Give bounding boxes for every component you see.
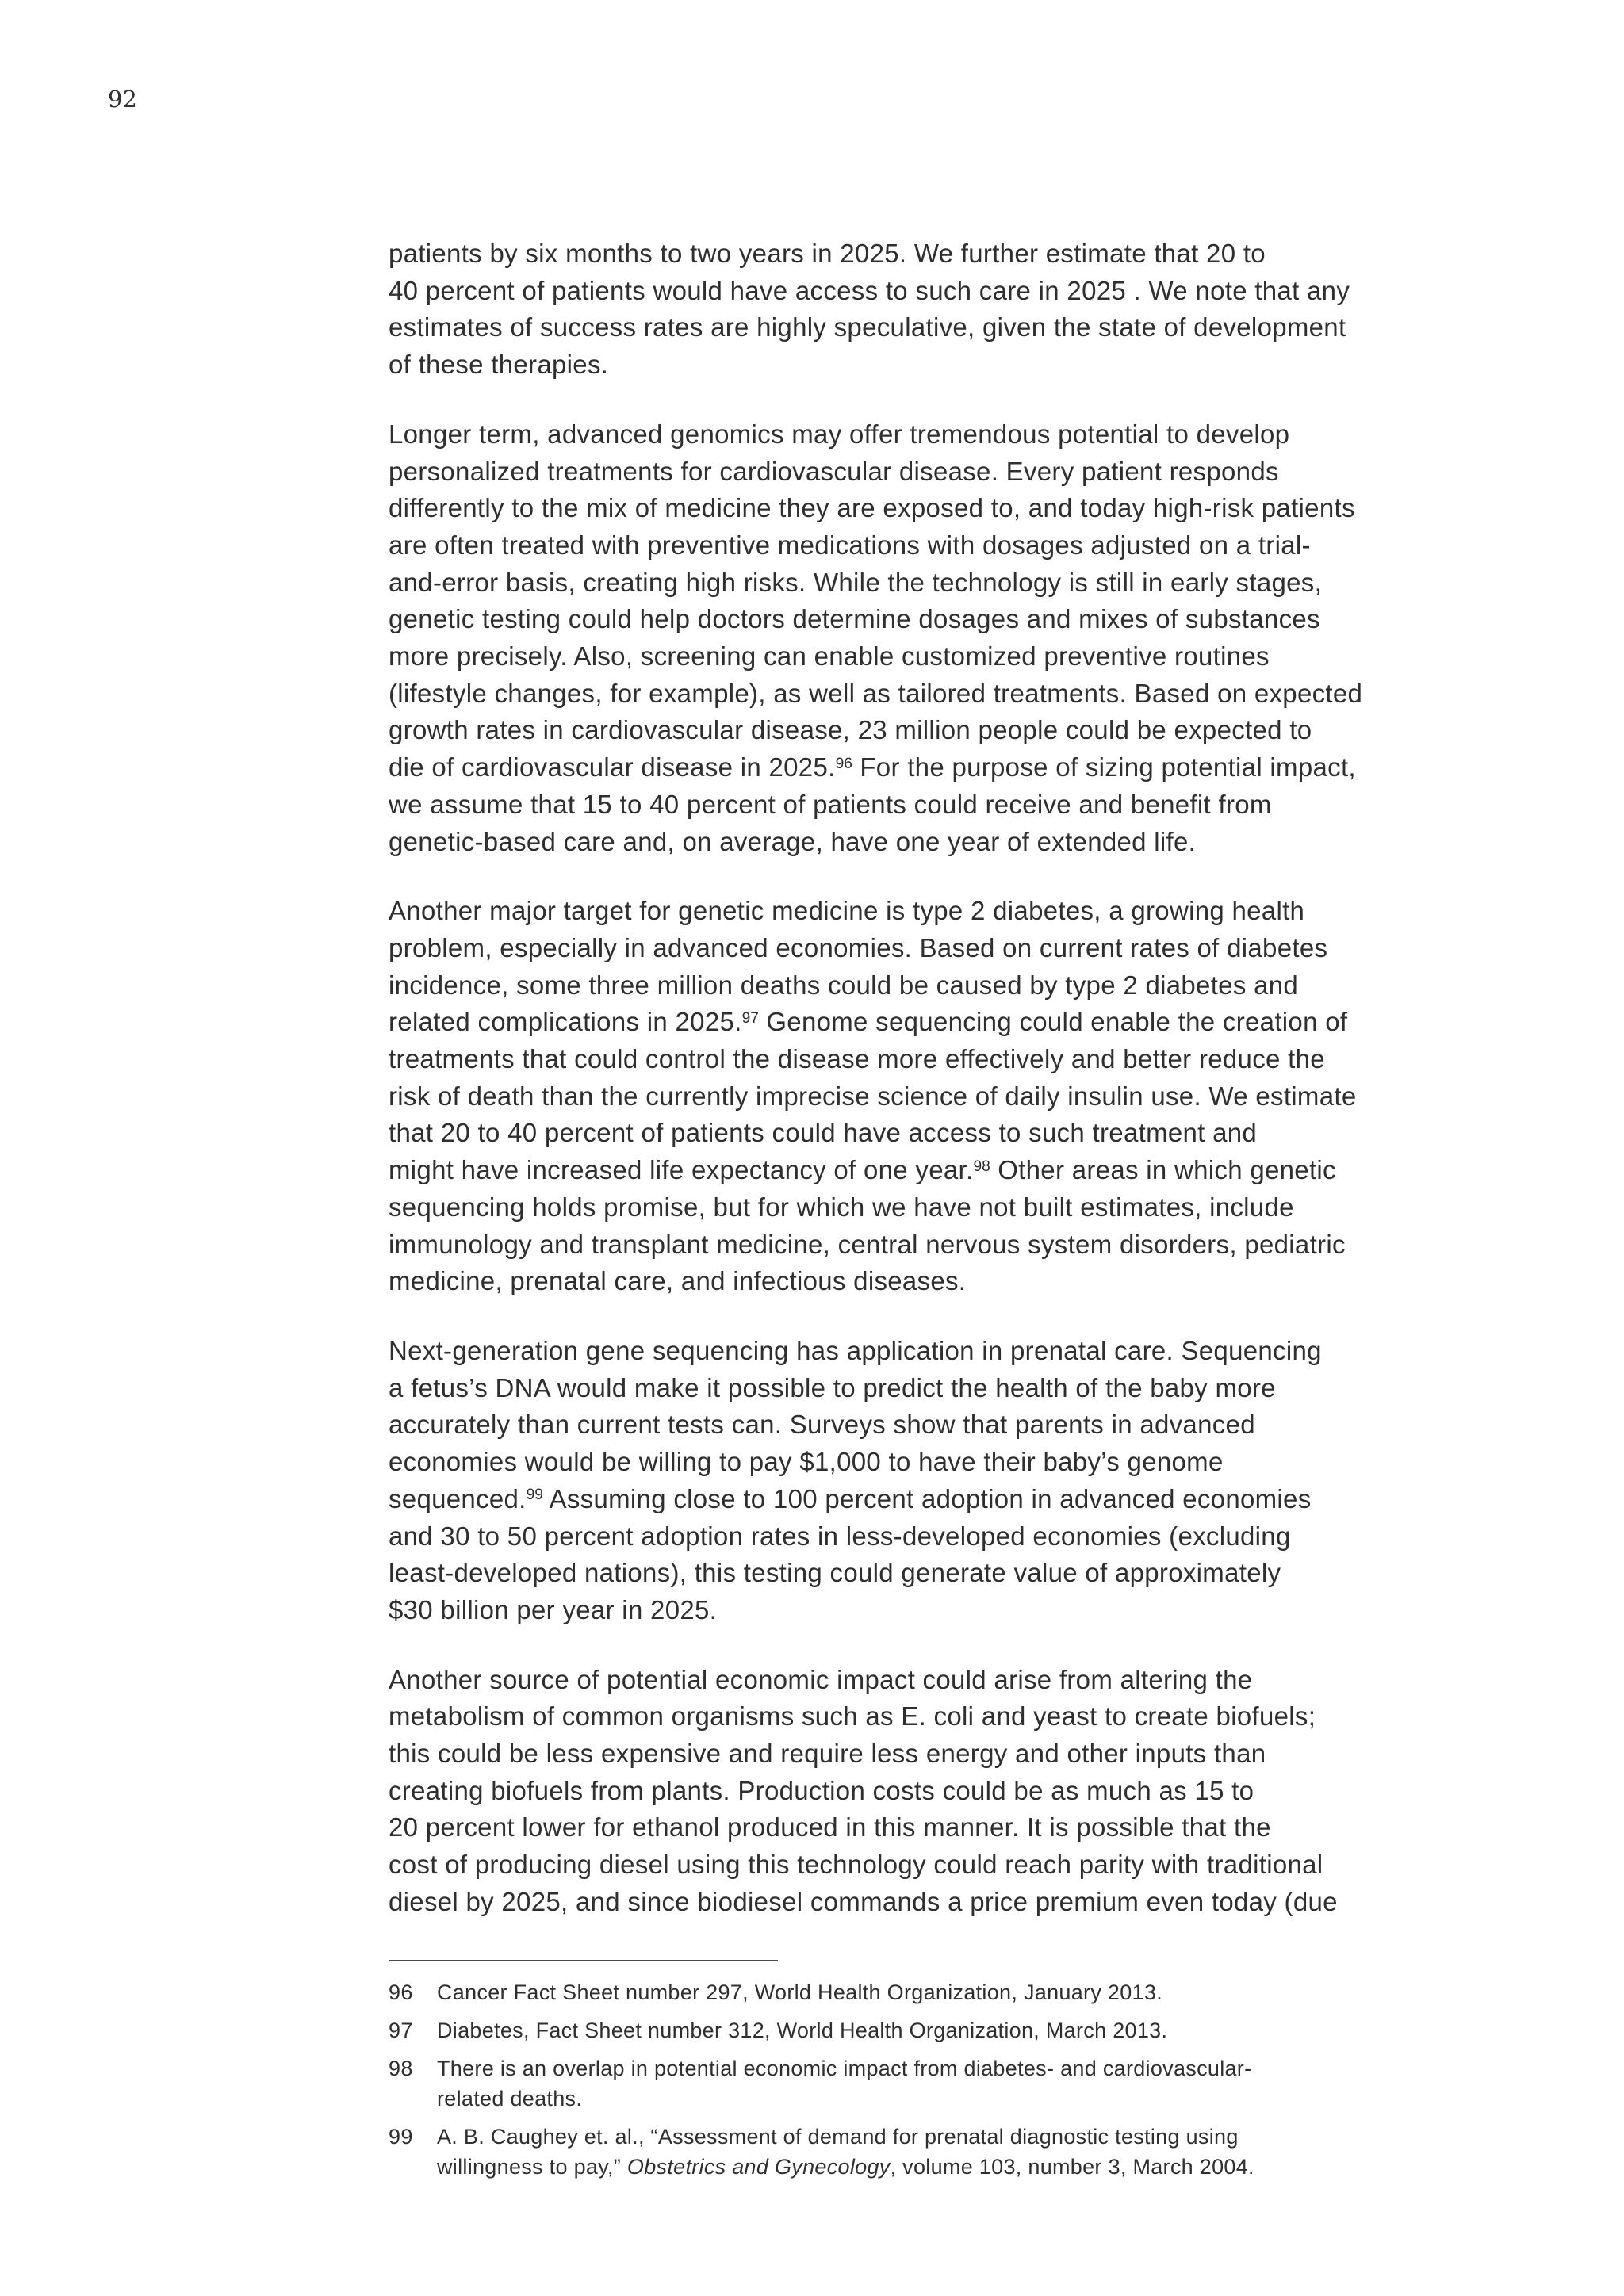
body-line — [389, 527, 1419, 564]
body-line — [389, 930, 1419, 967]
footnote — [389, 2053, 1419, 2114]
text-run: related deaths. — [437, 2087, 583, 2110]
body-line — [389, 824, 1419, 861]
page-number: 92 — [108, 86, 137, 113]
text-run: estimates of success rates are highly speculative, given the state of development — [389, 312, 1346, 342]
body-text — [389, 235, 1419, 1954]
text-run: There is an overlap in potential economic impact from diabetes- and cardiovascular- — [437, 2057, 1252, 2080]
body-line — [389, 490, 1419, 527]
text-run: 40 percent of patients would have access to such care in 2025 . We note that any — [389, 275, 1350, 305]
text-run: immunology and transplant medicine, central nervous system disorders, pediatric — [389, 1229, 1346, 1259]
body-paragraph — [389, 416, 1419, 860]
body-line — [389, 1555, 1419, 1592]
body-line — [389, 1518, 1419, 1556]
text-run: Genome sequencing could enable the creation of — [758, 1007, 1348, 1037]
body-line — [389, 638, 1419, 675]
text-run: sequencing holds promise, but for which we have not built estimates, include — [389, 1192, 1294, 1222]
footnote-text — [437, 2053, 1419, 2114]
text-run: treatments that could control the disease more effectively and better reduce the — [389, 1044, 1325, 1074]
body-line — [389, 453, 1419, 491]
body-line — [389, 1406, 1419, 1444]
footnote-line — [437, 2015, 1419, 2045]
body-line — [389, 749, 1419, 786]
footnote-number: 99 — [389, 2125, 413, 2149]
body-line — [389, 893, 1419, 930]
text-run: Another source of potential economic impact could arise from altering the — [389, 1664, 1253, 1694]
text-run: , volume 103, number 3, March 2004. — [890, 2155, 1254, 2179]
footnote-line — [437, 2053, 1419, 2084]
text-run: A. B. Caughey et. al., “Assessment of demand for prenatal diagnostic testing using — [437, 2125, 1239, 2149]
text-run: diesel by 2025, and since biodiesel commands a price premium even today (due — [389, 1886, 1338, 1916]
text-run: problem, especially in advanced economies. Based on current rates of diabetes — [389, 932, 1328, 962]
text-run: of these therapies. — [389, 350, 609, 380]
body-line — [389, 1370, 1419, 1407]
footnote-text — [437, 2015, 1419, 2045]
body-paragraph — [389, 1333, 1419, 1629]
text-run: genetic testing could help doctors determine dosages and mixes of substances — [389, 604, 1320, 634]
body-line — [389, 601, 1419, 638]
body-line — [389, 1809, 1419, 1846]
footnote — [389, 2122, 1419, 2182]
body-line — [389, 1698, 1419, 1735]
text-run: and 30 to 50 percent adoption rates in less-developed economies (excluding — [389, 1521, 1291, 1551]
footnote — [389, 2015, 1419, 2045]
italic-title: Obstetrics and Gynecology — [626, 2155, 891, 2179]
text-run: Longer term, advanced genomics may offer tremendous potential to develop — [389, 419, 1290, 449]
text-run: For the purpose of sizing potential impact, — [852, 752, 1356, 783]
footnote-text — [437, 2122, 1419, 2182]
text-run: Next-generation gene sequencing has application in prenatal care. Sequencing — [389, 1335, 1322, 1365]
text-run: might have increased life expectancy of one year. — [389, 1155, 974, 1185]
body-line — [389, 967, 1419, 1004]
text-run: genetic-based care and, on average, have one year of extended life. — [389, 826, 1197, 856]
footnote-line — [437, 1977, 1419, 2007]
text-run: least-developed nations), this testing could generate value of approximately — [389, 1558, 1281, 1588]
body-line — [389, 1226, 1419, 1264]
text-run: this could be less expensive and require less energy and other inputs than — [389, 1739, 1266, 1769]
footnote-reference: 99 — [526, 1487, 543, 1504]
body-paragraph — [389, 235, 1419, 384]
footnote-divider — [389, 1960, 778, 1961]
footnote-text — [437, 1977, 1419, 2007]
text-run: Assuming close to 100 percent adoption in advanced economies — [542, 1483, 1312, 1513]
body-line — [389, 675, 1419, 713]
body-paragraph — [389, 1662, 1419, 1921]
body-line — [389, 1189, 1419, 1226]
body-line — [389, 1846, 1419, 1884]
text-run: we assume that 15 to 40 percent of patients could receive and benefit from — [389, 789, 1272, 819]
body-line — [389, 564, 1419, 602]
body-line — [389, 1773, 1419, 1810]
body-line — [389, 1004, 1419, 1041]
body-line — [389, 786, 1419, 824]
text-run: Diabetes, Fact Sheet number 312, World Health Organization, March 2013. — [437, 2019, 1168, 2042]
text-run: Cancer Fact Sheet number 297, World Health Organization, January 2013. — [437, 1980, 1162, 2004]
text-run: are often treated with preventive medications with dosages adjusted on a trial- — [389, 530, 1311, 560]
footnote-line — [437, 2084, 1419, 2114]
text-run: medicine, prenatal care, and infectious diseases. — [389, 1266, 967, 1296]
text-run: a fetus’s DNA would make it possible to predict the health of the baby more — [389, 1372, 1276, 1402]
text-run: that 20 to 40 percent of patients could have access to such treatment and — [389, 1118, 1258, 1148]
text-run: cost of producing diesel using this technology could reach parity with traditional — [389, 1850, 1323, 1880]
text-run: accurately than current tests can. Surveys show that parents in advanced — [389, 1410, 1255, 1440]
body-paragraph — [389, 893, 1419, 1300]
body-line — [389, 1735, 1419, 1773]
text-run: die of cardiovascular disease in 2025. — [389, 752, 836, 783]
body-line — [389, 1041, 1419, 1078]
footnote-number: 97 — [389, 2019, 413, 2042]
text-run: sequenced. — [389, 1483, 527, 1513]
body-line — [389, 1662, 1419, 1699]
body-line — [389, 416, 1419, 453]
text-run: 20 percent lower for ethanol produced in this manner. It is possible that the — [389, 1812, 1271, 1843]
footnote-reference: 97 — [741, 1009, 759, 1027]
body-line — [389, 1333, 1419, 1370]
text-run: related complications in 2025. — [389, 1007, 742, 1037]
footnote — [389, 1977, 1419, 2007]
body-line — [389, 712, 1419, 749]
body-line — [389, 235, 1419, 273]
body-line — [389, 1152, 1419, 1189]
text-run: growth rates in cardiovascular disease, 23 million people could be expected to — [389, 715, 1312, 745]
footnotes — [389, 1977, 1419, 2190]
text-run: and-error basis, creating high risks. While the technology is still in early stages, — [389, 567, 1323, 597]
text-run: more precisely. Also, screening can enable customized preventive routines — [389, 641, 1270, 672]
footnote-reference: 98 — [973, 1158, 990, 1175]
body-line — [389, 1115, 1419, 1152]
body-line — [389, 309, 1419, 346]
text-run: differently to the mix of medicine they are exposed to, and today high-risk patients — [389, 493, 1355, 523]
footnote-line — [437, 2152, 1419, 2182]
body-line — [389, 346, 1419, 384]
text-run: patients by six months to two years in 2025. We further estimate that 20 to — [389, 239, 1266, 268]
body-line — [389, 1481, 1419, 1518]
body-line — [389, 273, 1419, 310]
text-run: creating biofuels from plants. Production costs could be as much as 15 to — [389, 1775, 1254, 1805]
footnote-number: 96 — [389, 1980, 413, 2004]
text-run: (lifestyle changes, for example), as well as tailored treatments. Based on expected — [389, 678, 1363, 708]
text-run: economies would be willing to pay $1,000 to have their baby’s genome — [389, 1447, 1224, 1477]
footnote-reference: 96 — [835, 755, 852, 772]
footnote-number: 98 — [389, 2057, 413, 2080]
text-run: personalized treatments for cardiovascular disease. Every patient responds — [389, 456, 1279, 486]
body-line — [389, 1884, 1419, 1921]
text-run: $30 billion per year in 2025. — [389, 1594, 718, 1624]
body-line — [389, 1078, 1419, 1115]
text-run: incidence, some three million deaths could be caused by type 2 diabetes and — [389, 970, 1299, 1000]
body-line — [389, 1592, 1419, 1629]
body-line — [389, 1263, 1419, 1300]
footnote-line — [437, 2122, 1419, 2152]
text-run: metabolism of common organisms such as E. coli and yeast to create biofuels; — [389, 1701, 1316, 1732]
text-run: willingness to pay,” — [437, 2155, 627, 2179]
body-line — [389, 1444, 1419, 1481]
text-run: Other areas in which genetic — [990, 1155, 1336, 1185]
text-run: Another major target for genetic medicine is type 2 diabetes, a growing health — [389, 896, 1305, 926]
text-run: risk of death than the currently imprecise science of daily insulin use. We estimate — [389, 1081, 1357, 1111]
